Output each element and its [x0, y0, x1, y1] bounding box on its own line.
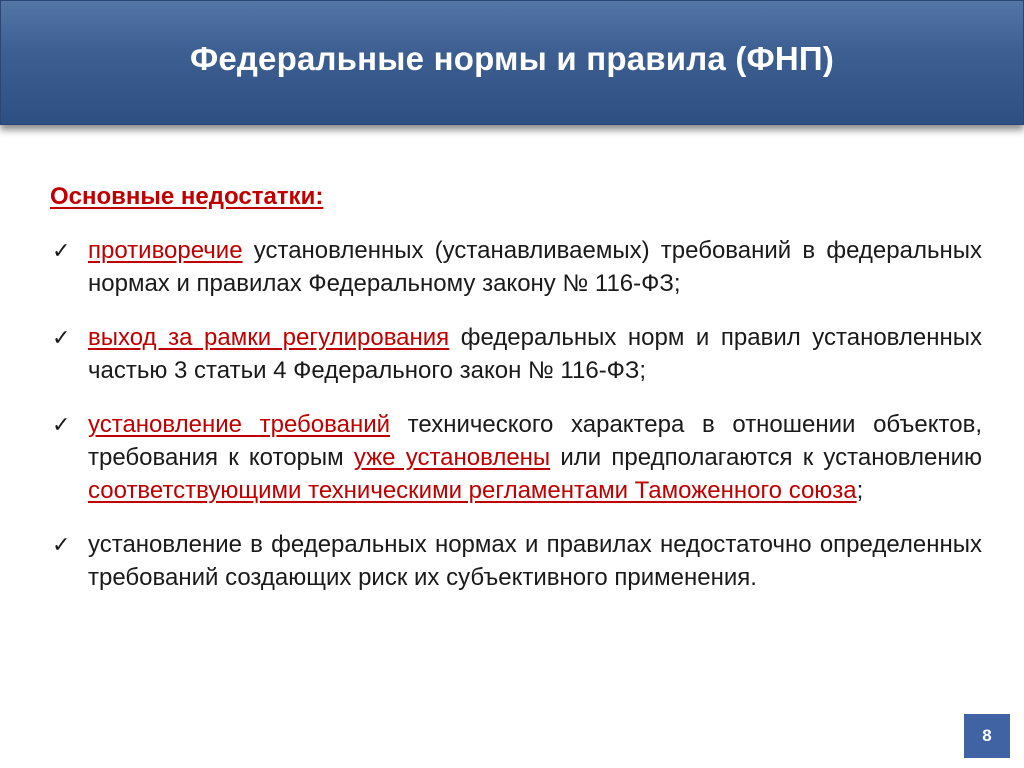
item-text: технического характера в отношении объектов, требования к которым	[88, 411, 982, 471]
checkmark-icon: ✓	[52, 412, 71, 437]
slide-content	[50, 180, 982, 615]
item-text: федеральных норм и правил установленных частью 3 статьи 4 Федерального закон № 116-ФЗ;	[88, 324, 982, 384]
section-heading: Основные недостатки:	[50, 183, 324, 210]
checkmark-icon: ✓	[52, 325, 71, 350]
checkmark-icon: ✓	[52, 532, 71, 557]
highlighted-term: выход за рамки регулирования	[88, 324, 450, 351]
list-item	[50, 528, 982, 594]
item-text: ;	[856, 477, 864, 504]
list-item	[50, 321, 982, 387]
item-text: установление в федеральных нормах и правилах недостаточно определенных требований создающих риск их субъективного применения.	[88, 531, 982, 591]
page-number: 8	[982, 726, 992, 745]
list-item	[50, 234, 982, 300]
highlighted-term: уже установлены	[353, 444, 551, 471]
highlighted-term: соответствующими техническими регламентами Таможенного союза	[88, 477, 857, 504]
item-text: установленных (устанавливаемых) требований в федеральных нормах и правилах Федеральному закону № 116-ФЗ;	[88, 237, 982, 297]
item-text: или предполагаются к установлению	[550, 444, 983, 471]
highlighted-term: установление требований	[88, 411, 391, 438]
highlighted-term: противоречие	[88, 237, 243, 264]
checkmark-icon: ✓	[52, 238, 71, 263]
page-number-badge	[964, 714, 1010, 758]
list-item	[50, 408, 982, 507]
slide-title: Федеральные нормы и правила (ФНП)	[189, 40, 835, 77]
